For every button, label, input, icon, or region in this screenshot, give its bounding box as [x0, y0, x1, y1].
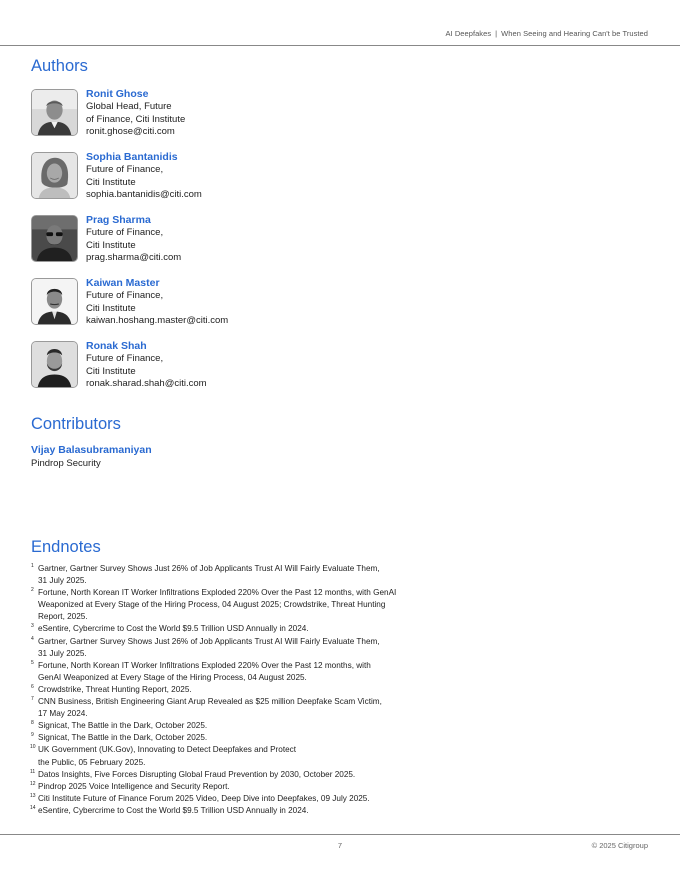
endnotes-heading: Endnotes: [31, 538, 101, 556]
endnote-item: [31, 684, 471, 696]
person-photo-icon: [32, 153, 77, 198]
endnote-number: 10: [30, 744, 36, 751]
endnote-text: Pindrop 2025 Voice Intelligence and Security Report.: [38, 781, 230, 791]
endnote-text: 31 July 2025.: [38, 648, 87, 658]
endnote-item: [31, 781, 471, 793]
author-name: Ronit Ghose: [86, 88, 149, 100]
author-role: Future of Finance,: [86, 353, 164, 364]
author-role: Global Head, Future: [86, 101, 172, 112]
endnote-number: 8: [31, 720, 34, 727]
endnote-number: 7: [31, 696, 34, 703]
endnote-text: CNN Business, British Engineering Giant Arup Revealed as $25 million Deepfake Scam Victim,: [38, 697, 382, 707]
author-email[interactable]: sophia.bantanidis@citi.com: [86, 189, 202, 200]
person-photo-icon: [32, 216, 77, 261]
author-photo: [31, 341, 78, 388]
endnote-text: Signicat, The Battle in the Dark, October 2025.: [38, 721, 208, 731]
person-photo-icon: [32, 90, 77, 135]
copyright: © 2025 Citigroup: [591, 841, 648, 850]
author-org: Citi Institute: [86, 239, 136, 251]
author-photo: [31, 215, 78, 262]
footer-rule: [0, 834, 680, 835]
author-name: Ronak Shah: [86, 340, 147, 352]
contributor-name: Vijay Balasubramaniyan: [31, 444, 152, 456]
header-separator: |: [495, 29, 498, 38]
endnote-text: UK Government (UK.Gov), Innovating to Detect Deepfakes and Protect: [38, 745, 297, 755]
author-email[interactable]: kaiwan.hoshang.master@citi.com: [86, 315, 229, 326]
endnote-item: [31, 769, 471, 781]
endnote-text: Citi Institute Future of Finance Forum 2025 Video, Deep Dive into Deepfakes, 09 July 2025.: [38, 793, 370, 803]
endnote-number: 9: [31, 732, 34, 739]
header-rule: [0, 45, 680, 46]
endnote-text: the Public, 05 February 2025.: [38, 757, 146, 767]
author-org: Citi Institute: [86, 365, 136, 377]
page-number: 7: [337, 841, 343, 850]
contributor-entry: [31, 444, 152, 470]
endnote-item: [31, 636, 471, 660]
endnote-item: [31, 744, 471, 768]
endnote-item: [31, 732, 471, 744]
contributor-org: Pindrop Security: [31, 458, 101, 469]
endnote-number: 4: [31, 635, 34, 642]
endnotes-list: [31, 563, 471, 817]
endnote-item: [31, 623, 471, 635]
endnote-number: 14: [30, 804, 36, 811]
endnote-text: Weaponized at Every Stage of the Hiring Process, 04 August 2025; Crowdstrike, Threat Hunting: [38, 600, 386, 610]
endnote-text: Crowdstrike, Threat Hunting Report, 2025.: [38, 684, 192, 694]
person-photo-icon: [32, 342, 77, 387]
author-email[interactable]: ronak.sharad.shah@citi.com: [86, 378, 207, 389]
author-role: Future of Finance,: [86, 290, 164, 301]
author-org: of Finance, Citi Institute: [86, 113, 186, 125]
report-subtitle: When Seeing and Hearing Can't be Trusted: [501, 29, 648, 38]
endnote-text: Datos Insights, Five Forces Disrupting Global Fraud Prevention by 2030, October 2025.: [38, 769, 356, 779]
author-photo: [31, 152, 78, 199]
author-name: Kaiwan Master: [86, 277, 160, 289]
author-org: Citi Institute: [86, 302, 136, 314]
person-photo-icon: [32, 279, 77, 324]
author-email[interactable]: ronit.ghose@citi.com: [86, 126, 175, 137]
endnote-number: 1: [31, 563, 34, 569]
endnote-number: 13: [30, 792, 36, 799]
endnote-number: 3: [31, 623, 34, 630]
author-photo: [31, 89, 78, 136]
endnote-text: 31 July 2025.: [38, 576, 87, 586]
author-role: Future of Finance,: [86, 227, 164, 238]
author-email[interactable]: prag.sharma@citi.com: [86, 252, 182, 263]
endnote-text: Fortune, North Korean IT Worker Infiltrations Exploded 220% Over the Past 12 months, with GenAI: [38, 588, 397, 598]
author-photo: [31, 278, 78, 325]
endnote-item: [31, 587, 471, 623]
endnote-item: [31, 660, 471, 684]
endnote-text: Signicat, The Battle in the Dark, October 2025.: [38, 733, 208, 743]
running-header: [446, 29, 649, 38]
endnote-number: 12: [30, 780, 36, 787]
endnote-number: 5: [31, 659, 34, 666]
report-title: AI Deepfakes: [445, 29, 492, 38]
endnote-number: 2: [31, 587, 34, 594]
author-name: Sophia Bantanidis: [86, 151, 178, 163]
endnote-text: Gartner, Gartner Survey Shows Just 26% of Job Applicants Trust AI Will Fairly Evaluate Them,: [38, 564, 380, 573]
contributors-heading: Contributors: [31, 415, 121, 433]
endnote-text: Fortune, North Korean IT Worker Infiltrations Exploded 220% Over the Past 12 months, with: [38, 660, 371, 670]
author-role: Future of Finance,: [86, 164, 164, 175]
endnote-text: eSentire, Cybercrime to Cost the World $9.5 Trillion USD Annually in 2024.: [38, 624, 309, 634]
author-org: Citi Institute: [86, 176, 136, 188]
author-name: Prag Sharma: [86, 214, 151, 226]
endnote-item: [31, 563, 471, 587]
authors-heading: Authors: [31, 57, 88, 75]
endnote-item: [31, 805, 471, 817]
endnote-text: 17 May 2024.: [38, 709, 88, 719]
endnote-number: 11: [30, 768, 36, 775]
endnote-text: Gartner, Gartner Survey Shows Just 26% of Job Applicants Trust AI Will Fairly Evaluate Them,: [38, 636, 380, 646]
endnote-text: eSentire, Cybercrime to Cost the World $9.5 Trillion USD Annually in 2024.: [38, 805, 309, 815]
endnote-text: Report, 2025.: [38, 612, 88, 622]
endnote-item: [31, 720, 471, 732]
endnote-item: [31, 696, 471, 720]
endnote-text: GenAI Weaponized at Every Stage of the Hiring Process, 04 August 2025.: [38, 672, 307, 682]
endnote-number: 6: [31, 683, 34, 690]
endnote-item: [31, 793, 471, 805]
